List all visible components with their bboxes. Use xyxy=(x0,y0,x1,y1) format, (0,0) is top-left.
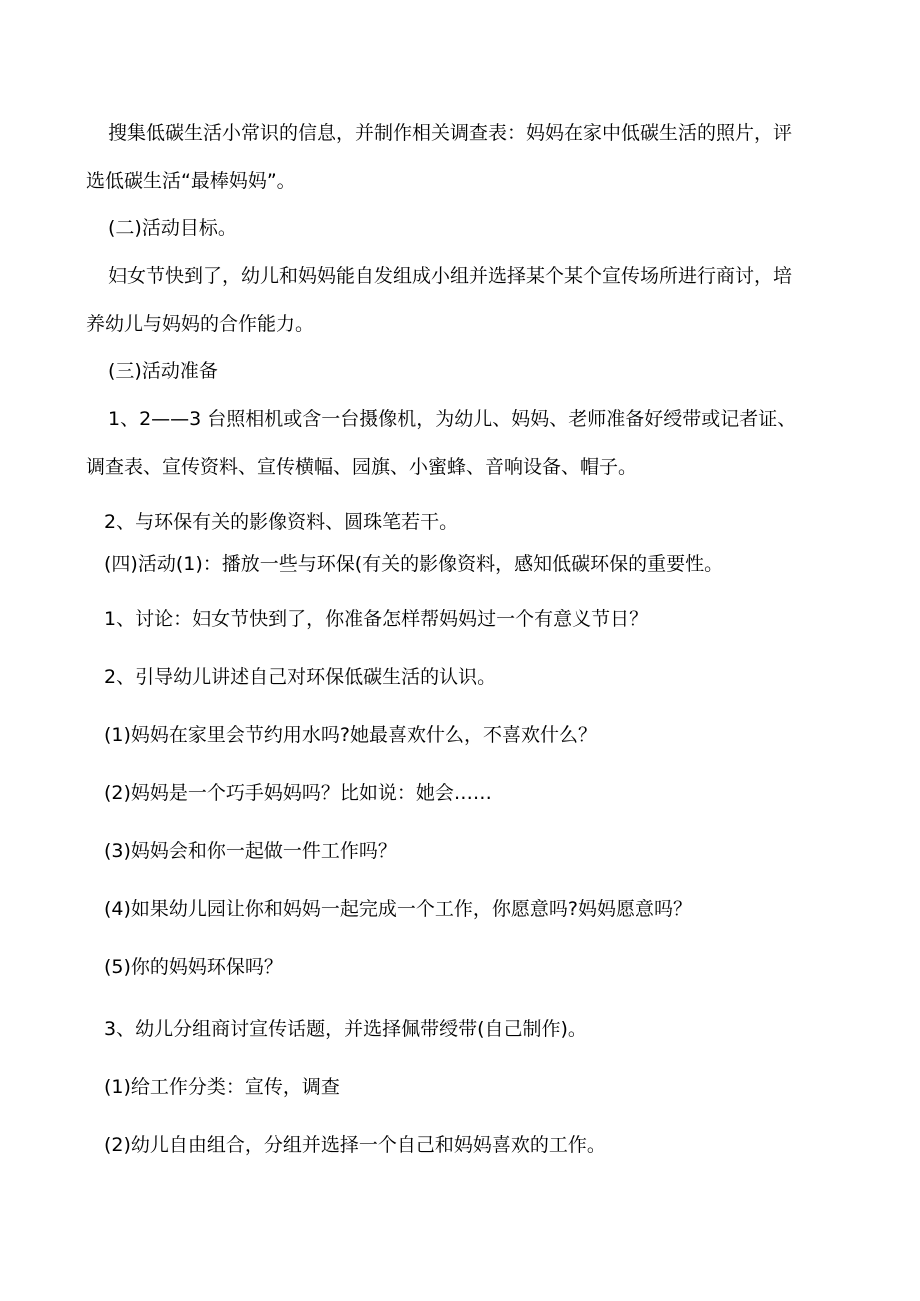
list-item: (4)如果幼儿园让你和妈妈一起完成一个工作，你愿意吗?妈妈愿意吗？ xyxy=(104,898,692,920)
text-line: 3、幼儿分组商讨宣传话题，并选择佩带绶带(自己制作)。 xyxy=(104,1018,587,1040)
list-item: (5)你的妈妈环保吗？ xyxy=(104,956,283,978)
section-heading: (四)活动(1)：播放一些与环保(有关的影像资料，感知低碳环保的重要性。 xyxy=(104,553,724,575)
section-heading: (三)活动准备 xyxy=(108,360,218,382)
text-line: 2、与环保有关的影像资料、圆珠笔若干。 xyxy=(104,511,459,533)
section-heading: (二)活动目标。 xyxy=(108,217,237,239)
text-line: 养幼儿与妈妈的合作能力。 xyxy=(86,313,315,335)
text-line: 选低碳生活“最棒妈妈”。 xyxy=(86,170,296,192)
list-item: (3)妈妈会和你一起做一件工作吗？ xyxy=(104,840,397,862)
text-line: 1、讨论：妇女节快到了，你准备怎样帮妈妈过一个有意义节日？ xyxy=(104,608,649,630)
text-line: 搜集低碳生活小常识的信息，并制作相关调查表：妈妈在家中低碳生活的照片，评 xyxy=(108,122,793,144)
text-line: 妇女节快到了，幼儿和妈妈能自发组成小组并选择某个某个宣传场所进行商讨，培 xyxy=(108,265,793,287)
list-item: (1)妈妈在家里会节约用水吗?她最喜欢什么，不喜欢什么？ xyxy=(104,724,597,746)
list-item: (2)妈妈是一个巧手妈妈吗？比如说：她会…… xyxy=(104,782,492,804)
list-item: (2)幼儿自由组合，分组并选择一个自己和妈妈喜欢的工作。 xyxy=(104,1134,606,1156)
list-item: (1)给工作分类：宣传，调查 xyxy=(104,1076,340,1098)
text-line: 1、2——3 台照相机或含一台摄像机，为幼儿、妈妈、老师准备好绶带或记者证、 xyxy=(108,408,797,430)
text-line: 调查表、宣传资料、宣传横幅、园旗、小蜜蜂、音响设备、帽子。 xyxy=(86,456,638,478)
text-line: 2、引导幼儿讲述自己对环保低碳生活的认识。 xyxy=(104,666,497,688)
